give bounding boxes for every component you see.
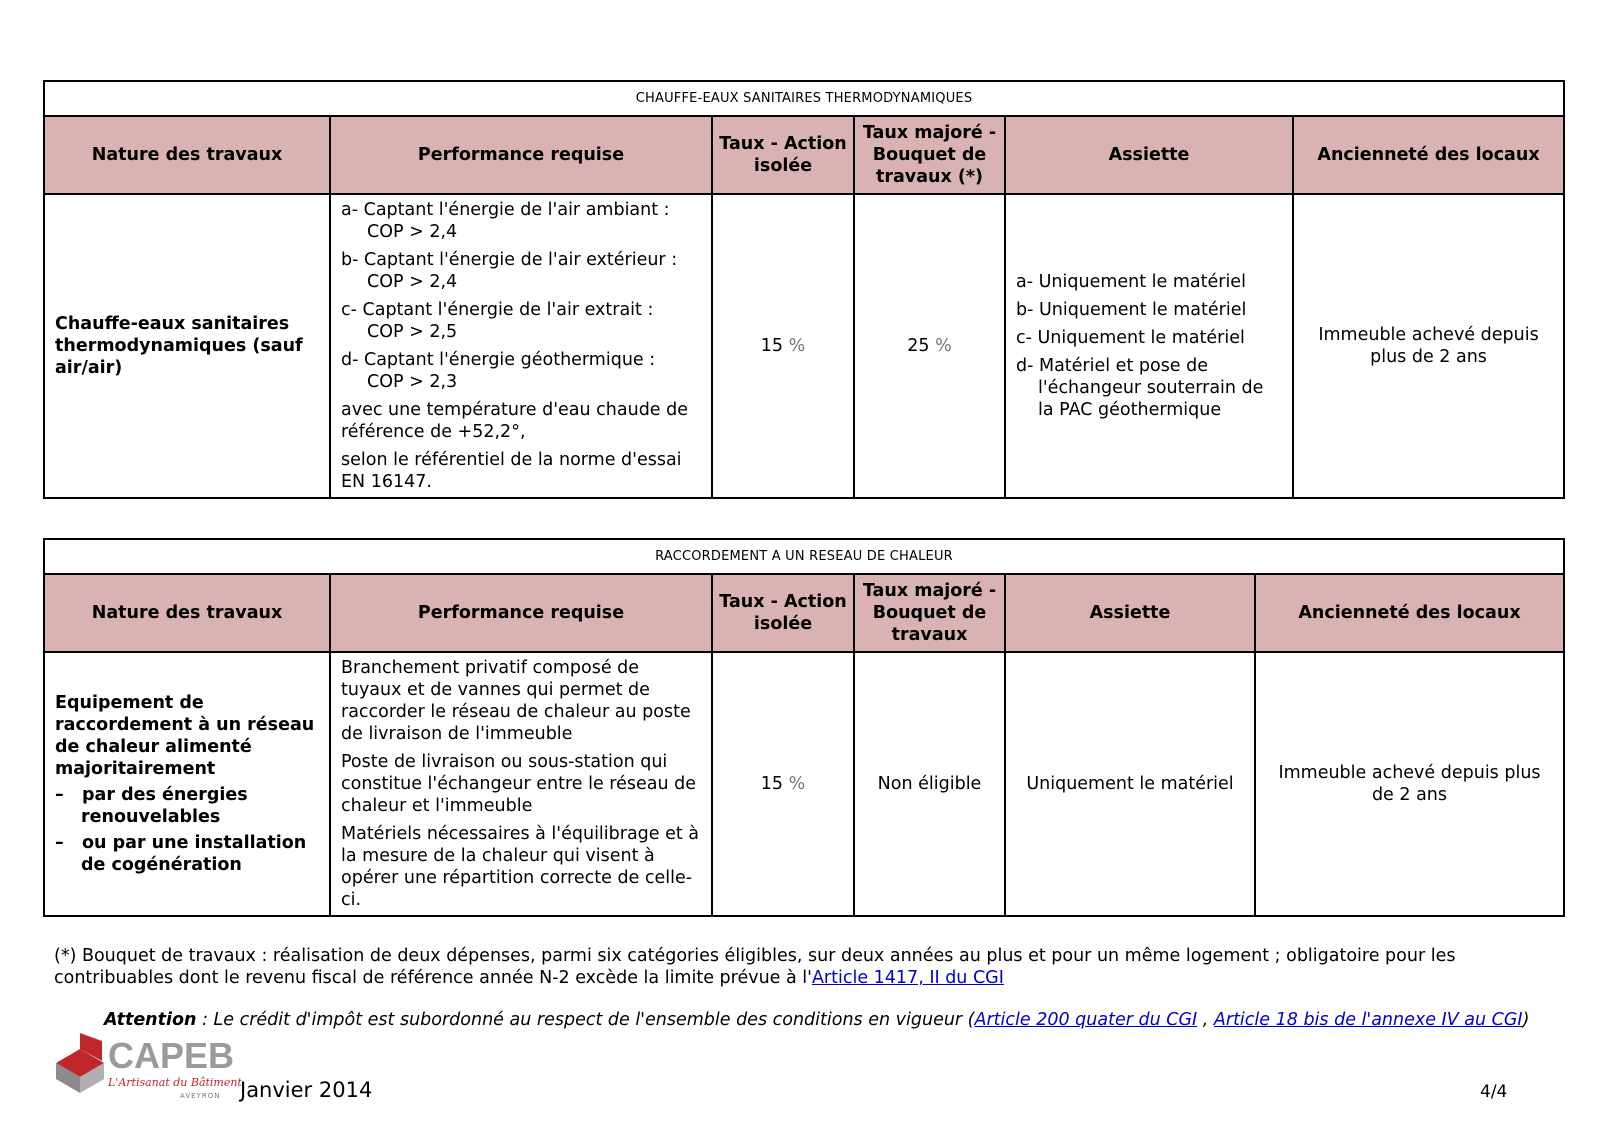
percent-sign: % bbox=[788, 774, 806, 794]
table-chauffe-eaux bbox=[43, 80, 1565, 499]
assiette-d: d- Matériel et pose de l'échangeur souterrain de la PAC géothermique bbox=[1016, 356, 1264, 420]
attention-note bbox=[104, 1010, 1564, 1030]
taux-value: 15 bbox=[760, 336, 784, 356]
cell-nature bbox=[44, 652, 330, 916]
header-taux-majore: Taux majoré - Bouquet de travaux (*) bbox=[854, 116, 1005, 194]
attention-text: : Le crédit d'impôt est subordonné au respect de l'ensemble des conditions en vigueur ( bbox=[196, 1010, 975, 1030]
nature-main: Equipement de raccordement à un réseau de chaleur alimenté majoritairement bbox=[55, 693, 315, 779]
perf-d: d- Captant l'énergie géothermique : bbox=[341, 350, 656, 370]
cell-anciennete: Immeuble achevé depuis plus de 2 ans bbox=[1255, 652, 1564, 916]
perf-c: c- Captant l'énergie de l'air extrait : bbox=[341, 300, 654, 320]
cell-anciennete: Immeuble achevé depuis plus de 2 ans bbox=[1293, 194, 1564, 498]
dash-mark: – bbox=[55, 785, 64, 805]
link-article-1417[interactable]: Article 1417, II du CGI bbox=[811, 968, 1004, 988]
table-title: CHAUFFE-EAUX SANITAIRES THERMODYNAMIQUES bbox=[44, 81, 1564, 116]
cell-nature: Chauffe-eaux sanitaires thermodynamiques (sauf air/air) bbox=[44, 194, 330, 498]
cell-taux-majore bbox=[854, 194, 1005, 498]
header-performance: Performance requise bbox=[330, 116, 712, 194]
header-taux-majore: Taux majoré - Bouquet de travaux bbox=[854, 574, 1005, 652]
header-assiette: Assiette bbox=[1005, 574, 1255, 652]
attention-sep: , bbox=[1197, 1010, 1214, 1030]
header-taux: Taux - Action isolée bbox=[712, 574, 854, 652]
cell-taux-majore: Non éligible bbox=[854, 652, 1005, 916]
nature-item bbox=[55, 784, 319, 828]
header-anciennete: Ancienneté des locaux bbox=[1255, 574, 1564, 652]
link-article-18-bis[interactable]: Article 18 bis de l'annexe IV au CGI bbox=[1213, 1010, 1523, 1030]
taux-value: 15 bbox=[760, 774, 784, 794]
logo-wordmark: CAPEB bbox=[108, 1035, 235, 1076]
percent-sign: % bbox=[788, 336, 806, 356]
link-article-200-quater[interactable]: Article 200 quater du CGI bbox=[974, 1010, 1198, 1030]
perf-item: Poste de livraison ou sous-station qui constitue l'échangeur entre le réseau de chaleur et l'immeuble bbox=[341, 752, 696, 816]
logo-tagline: L'Artisanat du Bâtiment bbox=[108, 1076, 242, 1089]
attention-label: Attention bbox=[104, 1010, 197, 1030]
header-nature: Nature des travaux bbox=[44, 116, 330, 194]
header-nature: Nature des travaux bbox=[44, 574, 330, 652]
header-taux: Taux - Action isolée bbox=[712, 116, 854, 194]
cube-logo-icon bbox=[52, 1033, 112, 1095]
attention-close: ) bbox=[1522, 1010, 1530, 1030]
nature-item-text: ou par une installation de cogénération bbox=[81, 833, 307, 875]
cell-taux bbox=[712, 194, 854, 498]
cell-taux bbox=[712, 652, 854, 916]
header-performance: Performance requise bbox=[330, 574, 712, 652]
perf-a: a- Captant l'énergie de l'air ambiant : bbox=[341, 200, 670, 220]
perf-item: Branchement privatif composé de tuyaux et de vannes qui permet de raccorder le réseau de chaleur au poste de livraison de l'immeuble bbox=[341, 658, 691, 744]
cell-performance bbox=[330, 194, 712, 498]
perf-d-cop: COP > 2,3 bbox=[367, 372, 458, 392]
header-anciennete: Ancienneté des locaux bbox=[1293, 116, 1564, 194]
cell-assiette: Uniquement le matériel bbox=[1005, 652, 1255, 916]
document-date: Janvier 2014 bbox=[240, 1078, 373, 1102]
perf-temp: avec une température d'eau chaude de référence de +52,2°, bbox=[341, 400, 689, 442]
perf-b: b- Captant l'énergie de l'air extérieur : bbox=[341, 250, 678, 270]
perf-item: Matériels nécessaires à l'équilibrage et à la mesure de la chaleur qui visent à opérer une répartition correcte de celle-ci. bbox=[341, 824, 700, 910]
cell-assiette bbox=[1005, 194, 1293, 498]
table-title: RACCORDEMENT A UN RESEAU DE CHALEUR bbox=[44, 539, 1564, 574]
percent-sign: % bbox=[935, 336, 952, 356]
capeb-logo bbox=[52, 1033, 242, 1105]
assiette-a: a- Uniquement le matériel bbox=[1016, 272, 1246, 292]
perf-b-cop: COP > 2,4 bbox=[367, 272, 458, 292]
nature-item bbox=[55, 832, 319, 876]
footnote bbox=[54, 945, 1564, 989]
assiette-c: c- Uniquement le matériel bbox=[1016, 328, 1245, 348]
perf-norme: selon le référentiel de la norme d'essai EN 16147. bbox=[341, 450, 682, 492]
taux-majore-value: 25 bbox=[907, 336, 930, 356]
nature-item-text: par des énergies renouvelables bbox=[81, 785, 248, 827]
perf-a-cop: COP > 2,4 bbox=[367, 222, 458, 242]
logo-region: AVEYRON bbox=[180, 1092, 221, 1100]
header-assiette: Assiette bbox=[1005, 116, 1293, 194]
footnote-text: (*) Bouquet de travaux : réalisation de deux dépenses, parmi six catégories éligibles, sur deux années au plus et pour un même logement ; obligatoire pour les contribuables dont le revenu fiscal de référence année N-2 excède la limite prévue à l' bbox=[54, 946, 1456, 988]
table-raccordement bbox=[43, 538, 1565, 917]
perf-c-cop: COP > 2,5 bbox=[367, 322, 458, 342]
dash-mark: – bbox=[55, 833, 64, 853]
assiette-b: b- Uniquement le matériel bbox=[1016, 300, 1247, 320]
page-number: 4/4 bbox=[1480, 1082, 1508, 1102]
cell-performance bbox=[330, 652, 712, 916]
